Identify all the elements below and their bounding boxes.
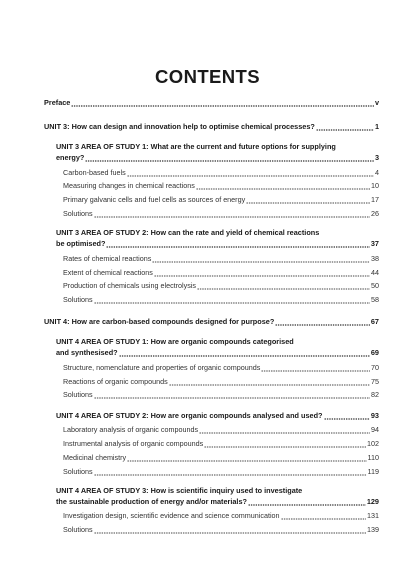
toc-entry-label-continued: and synthesised?: [56, 347, 118, 357]
toc-subentry[interactable]: [63, 438, 379, 449]
toc-subentry[interactable]: [63, 424, 379, 435]
toc-subentry[interactable]: [63, 208, 379, 219]
toc-page-number: 75: [371, 377, 379, 386]
toc-page-number: v: [374, 98, 379, 107]
toc-page-number: 139: [367, 525, 379, 534]
toc-page-number: 119: [367, 467, 379, 476]
toc-subentry-label: Solutions: [63, 525, 93, 534]
toc-entry-label: UNIT 4 AREA OF STUDY 3: How is scientific inquiry used to investigate: [56, 486, 303, 495]
toc-subentry[interactable]: [63, 167, 379, 178]
toc-page-number: 17: [371, 195, 379, 204]
toc-subentry-label: Solutions: [63, 467, 93, 476]
toc-entry-label: Preface: [44, 98, 71, 107]
toc-page-number: 131: [367, 511, 379, 520]
toc-entry-label: UNIT 3 AREA OF STUDY 1: What are the current and future options for supplying: [56, 142, 336, 151]
toc-entry-unit-3-aos-1[interactable]: [56, 142, 379, 163]
dot-leader: [94, 209, 370, 218]
toc-entry-unit-3-aos-2[interactable]: [56, 228, 379, 249]
dot-leader: [94, 525, 366, 534]
dot-leader: [281, 511, 366, 520]
toc-page-number: 110: [367, 453, 379, 462]
toc-subentry[interactable]: [63, 524, 379, 535]
toc-entry-label: UNIT 4 AREA OF STUDY 2: How are organic compounds analysed and used?: [56, 411, 323, 420]
dot-leader: [152, 254, 370, 263]
toc-entry-label-continued: be optimised?: [56, 238, 106, 248]
dot-leader: [94, 295, 370, 304]
toc-subentry-label: Instrumental analysis of organic compounds: [63, 439, 204, 448]
toc-subentry[interactable]: [63, 180, 379, 191]
toc-subentry[interactable]: [63, 362, 379, 373]
page-title: CONTENTS: [155, 66, 260, 87]
toc-entry-label: UNIT 4: How are carbon-based compounds designed for purpose?: [44, 317, 275, 326]
dot-leader: [119, 348, 370, 357]
toc-entry-unit-4-aos-2[interactable]: [56, 410, 379, 421]
toc-page-number: 94: [371, 425, 379, 434]
toc-page-number: 58: [371, 295, 379, 304]
toc-page-number: 44: [371, 268, 379, 277]
toc-subentry[interactable]: [63, 389, 379, 400]
toc-subentry[interactable]: [63, 376, 379, 387]
dot-leader: [154, 268, 370, 277]
toc-subentry-label: Reactions of organic compounds: [63, 377, 168, 386]
toc-subentry-label: Primary galvanic cells and fuel cells as sources of energy: [63, 195, 246, 204]
toc-page-number: 69: [370, 347, 379, 357]
toc-subentry-label: Measuring changes in chemical reactions: [63, 181, 195, 190]
toc-subentry-label: Production of chemicals using electrolysis: [63, 281, 197, 290]
toc-page-number: 129: [366, 496, 379, 506]
toc-entry-label-continued: energy?: [56, 152, 85, 162]
toc-subentry-label: Laboratory analysis of organic compounds: [63, 425, 199, 434]
dot-leader: [71, 98, 374, 107]
toc-page-number: 70: [371, 363, 379, 372]
toc-page-number: 4: [375, 168, 379, 177]
toc-subentry-label: Structure, nomenclature and properties of organic compounds: [63, 363, 261, 372]
toc-page-number: 102: [367, 439, 379, 448]
dot-leader: [106, 239, 369, 248]
dot-leader: [127, 453, 366, 462]
toc-subentry[interactable]: [63, 294, 379, 305]
toc-entry-label-continued: the sustainable production of energy and/or materials?: [56, 496, 247, 506]
toc-subentry-label: Rates of chemical reactions: [63, 254, 152, 263]
toc-subentry[interactable]: [63, 267, 379, 278]
toc-entry-unit-3[interactable]: [44, 121, 379, 132]
dot-leader: [246, 195, 370, 204]
dot-leader: [85, 153, 374, 162]
dot-leader: [275, 317, 370, 326]
dot-leader: [169, 377, 370, 386]
toc-subentry-label: Medicinal chemistry: [63, 453, 127, 462]
toc-subentry[interactable]: [63, 452, 379, 463]
dot-leader: [197, 281, 370, 290]
toc-page-number: 10: [371, 181, 379, 190]
toc-subentry[interactable]: [63, 253, 379, 264]
dot-leader: [324, 411, 370, 420]
dot-leader: [127, 168, 374, 177]
toc-page-number: 67: [370, 317, 379, 326]
toc-entry-unit-4-aos-1[interactable]: [56, 337, 379, 358]
toc-page-number: 26: [371, 209, 379, 218]
toc-entry-preface[interactable]: [44, 97, 379, 108]
toc-subentry[interactable]: [63, 194, 379, 205]
dot-leader: [248, 497, 366, 506]
toc-page-number: 1: [374, 122, 379, 131]
toc-subentry[interactable]: [63, 466, 379, 477]
toc-page-number: 50: [371, 281, 379, 290]
toc-subentry[interactable]: [63, 510, 379, 521]
toc-subentry-label: Solutions: [63, 209, 93, 218]
toc-subentry-label: Solutions: [63, 295, 93, 304]
toc-page-number: 38: [371, 254, 379, 263]
toc-subentry-label: Solutions: [63, 390, 93, 399]
toc-subentry[interactable]: [63, 280, 379, 291]
toc-subentry-label: Carbon-based fuels: [63, 168, 126, 177]
dot-leader: [316, 122, 374, 131]
dot-leader: [94, 467, 367, 476]
toc-entry-label: UNIT 3: How can design and innovation help to optimise chemical processes?: [44, 122, 315, 131]
dot-leader: [261, 363, 370, 372]
toc-entry-unit-4[interactable]: [44, 316, 379, 327]
dot-leader: [196, 181, 370, 190]
toc-page-number: 93: [370, 411, 379, 420]
toc-entry-label: UNIT 4 AREA OF STUDY 1: How are organic compounds categorised: [56, 337, 294, 346]
toc-entry-unit-4-aos-3[interactable]: [56, 486, 379, 507]
toc-subentry-label: Investigation design, scientific evidence and science communication: [63, 511, 280, 520]
dot-leader: [204, 439, 366, 448]
toc-entry-label: UNIT 3 AREA OF STUDY 2: How can the rate and yield of chemical reactions: [56, 228, 320, 237]
toc-page-number: 37: [370, 238, 379, 248]
dot-leader: [199, 425, 370, 434]
toc-page-number: 82: [371, 390, 379, 399]
toc-subentry-label: Extent of chemical reactions: [63, 268, 153, 277]
toc-page-number: 3: [374, 152, 379, 162]
dot-leader: [94, 390, 370, 399]
